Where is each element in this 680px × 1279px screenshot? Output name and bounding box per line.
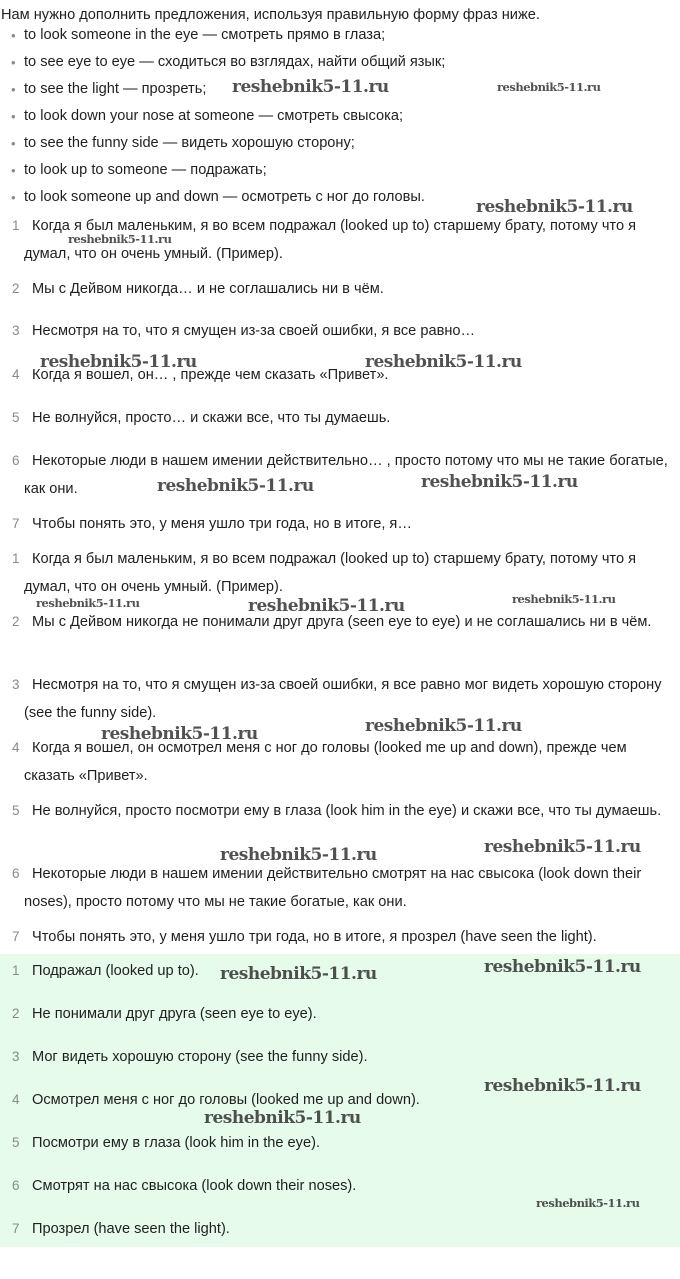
answer-text: Не понимали друг друга (seen eye to eye). [32, 1006, 317, 1022]
task-text: Не волнуйся, просто… и скажи все, что ты думаешь. [32, 410, 391, 426]
translation-item [0, 671, 676, 727]
task-number: 2 [12, 281, 20, 296]
translation-number: 7 [12, 929, 20, 944]
translation-number: 2 [12, 614, 20, 629]
translation-number: 5 [12, 803, 20, 818]
translation-text: Несмотря на то, что я смущен из-за своей ошибки, я все равно мог видеть хорошую сторону (see the funny side). [24, 677, 662, 721]
watermark: reshebnik5-11.ru [40, 352, 197, 372]
translation-text: Когда я вошел, он осмотрел меня с ног до головы (looked me up and down), прежде чем сказать «Привет». [24, 740, 627, 784]
watermark: reshebnik5-11.ru [484, 1076, 641, 1096]
task-number: 5 [12, 410, 20, 425]
translation-item [0, 860, 676, 916]
translation-text: Мы с Дейвом никогда не понимали друг друга (seen eye to eye) и не соглашались ни в чём. [32, 614, 652, 630]
watermark: reshebnik5-11.ru [220, 964, 377, 984]
phrase-list [0, 24, 680, 213]
task-number: 1 [12, 218, 20, 233]
intro-text: Нам нужно дополнить предложения, используя правильную форму фраз ниже. [1, 7, 540, 23]
task-text: Когда я был маленьким, я во всем подражал (looked up to) старшему брату, потому что я думал, что он очень умный. (Пример). [24, 218, 637, 262]
phrase-text: to look someone up and down — осмотреть с ног до головы. [24, 189, 425, 205]
translation-item [0, 797, 676, 825]
watermark: reshebnik5-11.ru [220, 845, 377, 865]
task-text: Когда я вошел, он… , прежде чем сказать «Привет». [32, 367, 389, 383]
watermark: reshebnik5-11.ru [536, 1196, 640, 1210]
bullet-icon: • [11, 82, 16, 97]
translation-text: Когда я был маленьким, я во всем подражал (looked up to) старшему брату, потому что я думал, что он очень умный. (Пример). [24, 551, 637, 595]
watermark: reshebnik5-11.ru [365, 352, 522, 372]
answer-number: 2 [12, 1006, 20, 1021]
translation-text: Не волнуйся, просто посмотри ему в глаза (look him in the eye) и скажи все, что ты думаешь. [32, 803, 662, 819]
translation-number: 4 [12, 740, 20, 755]
phrase-text: to see the light — прозреть; [24, 81, 207, 97]
translation-item [0, 923, 676, 951]
phrase-text: to see eye to eye — сходиться во взглядах, найти общий язык; [24, 54, 446, 70]
phrase-text: to look down your nose at someone — смотреть свысока; [24, 108, 403, 124]
phrase-item [0, 159, 680, 186]
phrase-item [0, 51, 680, 78]
bullet-icon: • [11, 163, 16, 178]
bullet-icon: • [11, 109, 16, 124]
watermark: reshebnik5-11.ru [484, 957, 641, 977]
phrase-text: to look up to someone — подражать; [24, 162, 267, 178]
phrase-item [0, 105, 680, 132]
answer-text: Осмотрел меня с ног до головы (looked me up and down). [32, 1092, 420, 1108]
bullet-icon: • [11, 190, 16, 205]
answer-item [0, 1043, 676, 1071]
task-text: Мы с Дейвом никогда… и не соглашались ни в чём. [32, 281, 384, 297]
translation-number: 3 [12, 677, 20, 692]
bullet-icon: • [11, 55, 16, 70]
watermark: reshebnik5-11.ru [476, 197, 633, 217]
task-number: 6 [12, 453, 20, 468]
watermark: reshebnik5-11.ru [36, 596, 140, 610]
watermark: reshebnik5-11.ru [232, 77, 389, 97]
task-text: Несмотря на то, что я смущен из-за своей ошибки, я все равно… [32, 323, 476, 339]
watermark: reshebnik5-11.ru [512, 592, 616, 606]
phrase-item [0, 132, 680, 159]
bullet-icon: • [11, 136, 16, 151]
task-text: Чтобы понять это, у меня ушло три года, но в итоге, я… [32, 516, 412, 532]
answer-number: 6 [12, 1178, 20, 1193]
answer-item [0, 1129, 676, 1157]
answer-number: 1 [12, 963, 20, 978]
watermark: reshebnik5-11.ru [101, 724, 258, 744]
answer-item [0, 1000, 676, 1028]
watermark: reshebnik5-11.ru [497, 80, 601, 94]
bullet-icon: • [11, 28, 16, 43]
answer-text: Смотрят на нас свысока (look down their noses). [32, 1178, 357, 1194]
watermark: reshebnik5-11.ru [248, 596, 405, 616]
answer-text: Посмотри ему в глаза (look him in the eye). [32, 1135, 320, 1151]
answer-number: 4 [12, 1092, 20, 1107]
translation-text: Некоторые люди в нашем имении действительно смотрят на нас свысока (look down their noses), просто потому что мы не такие богатые, как они. [24, 866, 642, 910]
answer-number: 5 [12, 1135, 20, 1150]
translation-number: 6 [12, 866, 20, 881]
phrase-item [0, 24, 680, 51]
translation-number: 1 [12, 551, 20, 566]
phrase-text: to see the funny side — видеть хорошую сторону; [24, 135, 355, 151]
task-item [0, 510, 676, 538]
task-item [0, 317, 676, 345]
watermark: reshebnik5-11.ru [421, 472, 578, 492]
watermark: reshebnik5-11.ru [484, 837, 641, 857]
answer-text: Подражал (looked up to). [32, 963, 199, 979]
answer-text: Прозрел (have seen the light). [32, 1221, 230, 1237]
watermark: reshebnik5-11.ru [365, 716, 522, 736]
task-item [0, 404, 676, 432]
answer-item [0, 1215, 676, 1243]
watermark: reshebnik5-11.ru [204, 1108, 361, 1128]
task-number: 4 [12, 367, 20, 382]
watermark: reshebnik5-11.ru [68, 232, 172, 246]
answer-text: Мог видеть хорошую сторону (see the funny side). [32, 1049, 368, 1065]
task-text: Некоторые люди в нашем имении действительно… , просто потому что мы не такие богатые, как они. [24, 453, 668, 497]
translation-text: Чтобы понять это, у меня ушло три года, но в итоге, я прозрел (have seen the light). [32, 929, 597, 945]
phrase-text: to look someone in the eye — смотреть прямо в глаза; [24, 27, 386, 43]
answer-number: 7 [12, 1221, 20, 1236]
answer-number: 3 [12, 1049, 20, 1064]
watermark: reshebnik5-11.ru [157, 476, 314, 496]
task-number: 7 [12, 516, 20, 531]
task-number: 3 [12, 323, 20, 338]
task-item [0, 275, 676, 303]
